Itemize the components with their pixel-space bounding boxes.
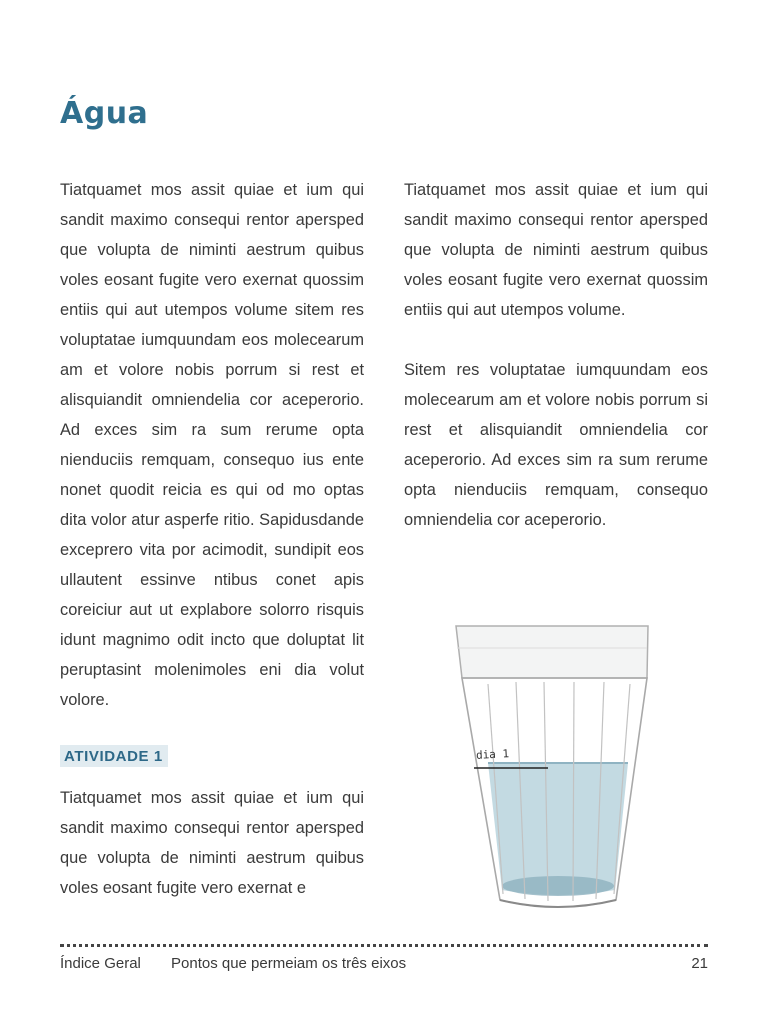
right-column <box>404 175 708 535</box>
section-title: Pontos que permeiam os três eixos <box>171 955 407 972</box>
right-paragraph-1: Tiatquamet mos assit quiae et ium qui sandit maximo consequi rentor apersped que volupta de niminti aestrum quibus voles eosant fugite vero exernat quossim entiis qui aut utempos volume. <box>404 181 708 319</box>
water-glass-icon <box>440 618 670 930</box>
left-paragraph: Tiatquamet mos assit quiae et ium qui sandit maximo consequi rentor apersped que volupta de niminti aestrum quibus voles eosant fugite vero exernat quossim entiis qui aut utempos volume sitem res voluptatae iumquundam eos molecearum am et volore nobis porrum si rest et alisquiandit omniendelia cor aceperorio. Ad exces sim ra sum rerume opta nienduciis remquam, consequo ius ente nonet quodit reicia es qui od mo optas dita volor atur asperfe ritio. Sapidusdande exceprero vita por acimodit, sundipit eos ullautent essinve ntibus conet apis coreiciur aut ut explabore solorro risquis idunt magnimo odit incto que doluptat lit peruptasint molenimoles eni dia volut volore. <box>60 181 364 709</box>
activity-label: ATIVIDADE 1 <box>60 745 168 767</box>
right-paragraph-2: Sitem res voluptatae iumquundam eos molecearum am et volore nobis porrum si rest et alisquiandit omniendelia cor aceperorio. Ad exces sim ra sum rerume opta nienduciis remquam, consequo omniendelia cor aceperorio. <box>404 361 708 529</box>
page-number: 21 <box>691 955 708 972</box>
page-title: Água <box>60 96 149 131</box>
footer-divider <box>60 944 708 947</box>
activity-text: Tiatquamet mos assit quiae et ium qui sandit maximo consequi rentor apersped que volupta de niminti aestrum quibus voles eosant fugite vero exernat e <box>60 789 364 897</box>
left-column <box>60 175 364 903</box>
water-glass-illustration <box>440 618 670 930</box>
index-link[interactable]: Índice Geral <box>60 955 141 972</box>
handwritten-label: dia 1 <box>475 747 510 762</box>
footer <box>60 955 708 975</box>
